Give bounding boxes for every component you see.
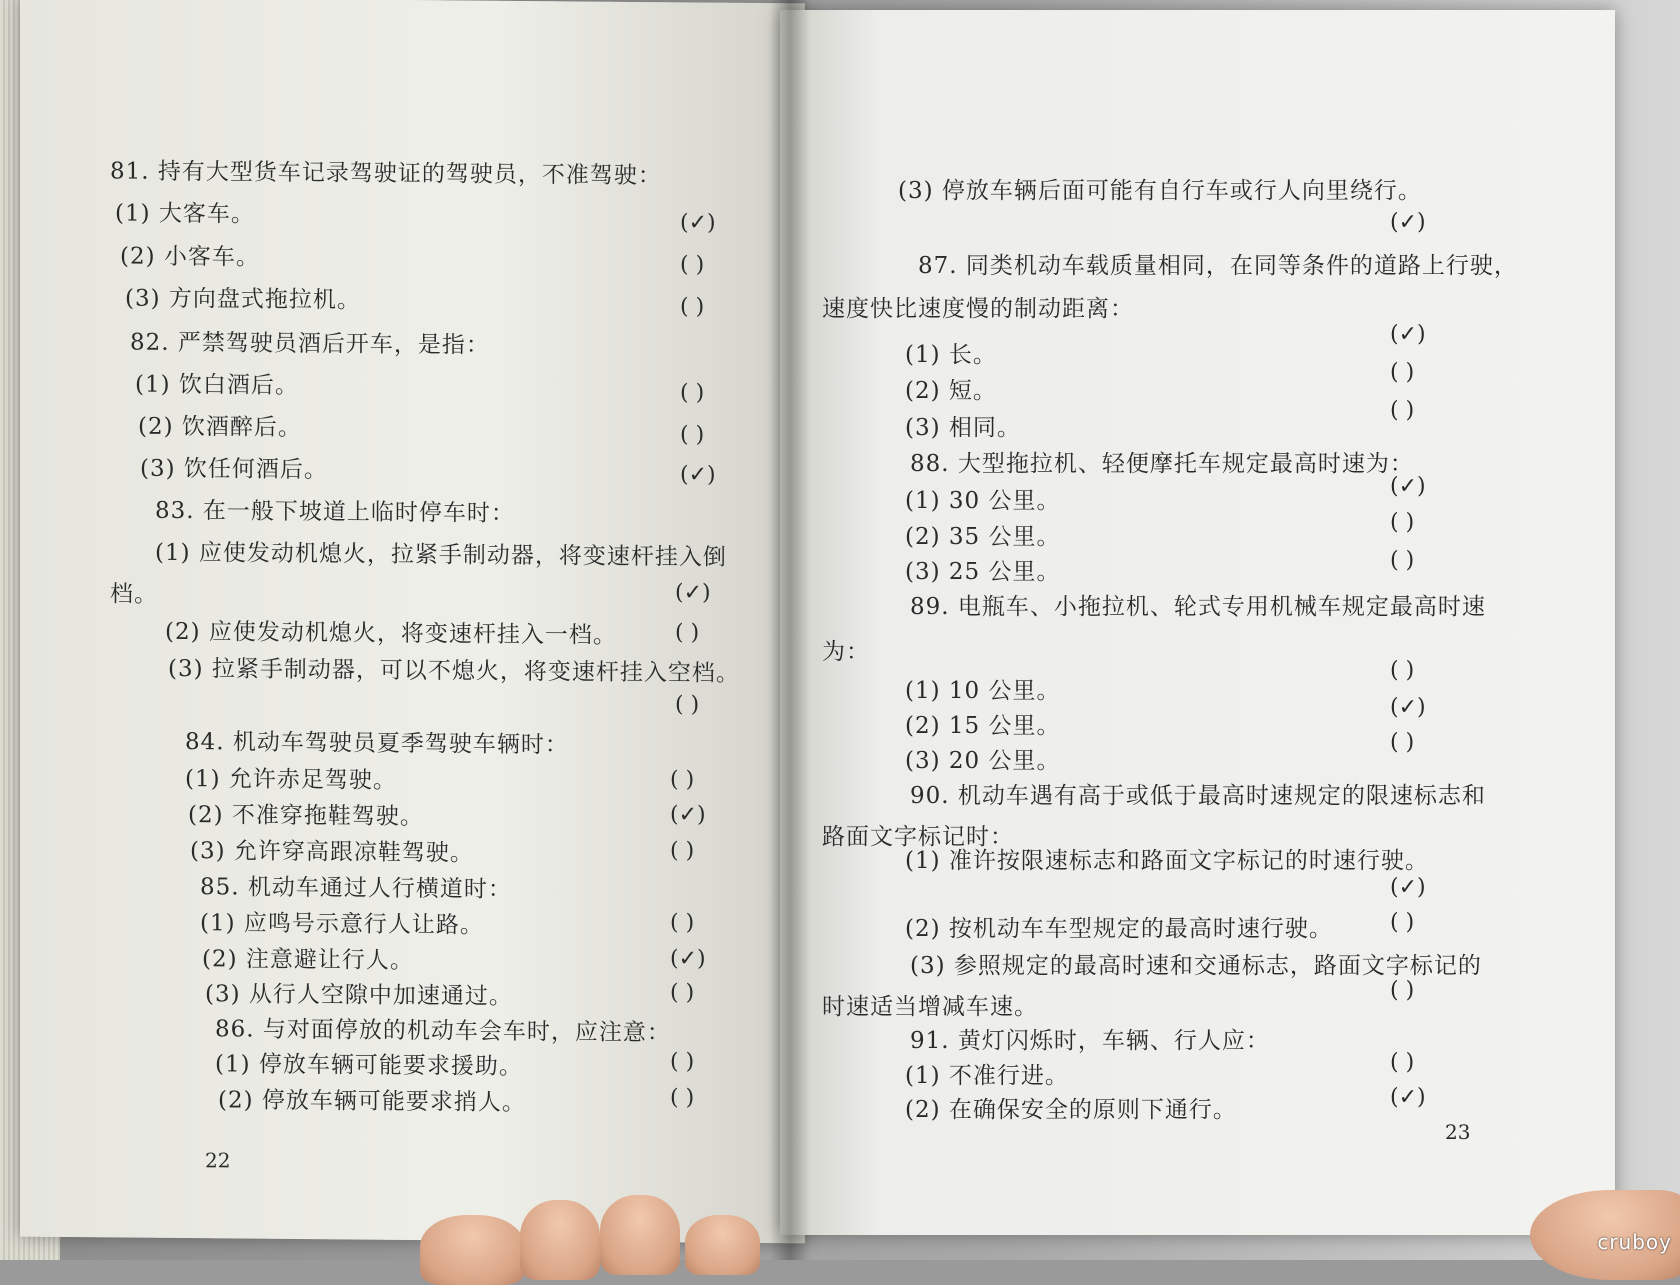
answer-81-3: ( ) bbox=[680, 294, 705, 320]
answer-82-2: ( ) bbox=[680, 422, 705, 448]
answer-86-2: ( ) bbox=[670, 1085, 695, 1111]
question-87: 87. 同类机动车载质量相同，在同等条件的道路上行驶， bbox=[918, 253, 1518, 279]
option-87-3: (3) 相同。 bbox=[905, 415, 1021, 441]
option-85-1: (1) 应鸣号示意行人让路。 bbox=[200, 910, 484, 939]
answer-89-2: (✓) bbox=[1390, 695, 1426, 720]
question-84: 84. 机动车驾驶员夏季驾驶车辆时： bbox=[185, 729, 569, 759]
option-84-1: (1) 允许赤足驾驶。 bbox=[185, 766, 397, 794]
question-87-cont: 速度快比速度慢的制动距离： bbox=[822, 296, 1134, 322]
option-84-3: (3) 允许穿高跟凉鞋驾驶。 bbox=[190, 838, 474, 867]
answer-83-2: ( ) bbox=[675, 620, 700, 646]
answer-89-1: ( ) bbox=[1390, 658, 1415, 683]
question-89: 89. 电瓶车、小拖拉机、轮式专用机械车规定最高时速 bbox=[910, 594, 1486, 620]
option-81-3: (3) 方向盘式拖拉机。 bbox=[125, 285, 361, 314]
answer-81-2: ( ) bbox=[680, 252, 705, 278]
answer-91-1: ( ) bbox=[1390, 1050, 1415, 1075]
option-82-3: (3) 饮任何酒后。 bbox=[140, 455, 328, 484]
answer-90-2: ( ) bbox=[1390, 910, 1415, 935]
answer-83-3: ( ) bbox=[675, 692, 700, 718]
finger bbox=[420, 1215, 525, 1285]
answer-90-1: (✓) bbox=[1390, 875, 1426, 900]
question-85: 85. 机动车通过人行横道时： bbox=[200, 874, 512, 903]
question-89-cont: 为： bbox=[822, 639, 870, 665]
left-page bbox=[20, 0, 805, 1243]
finger bbox=[520, 1200, 600, 1280]
option-83-2: (2) 应使发动机熄火，将变速杆挂入一档。 bbox=[165, 618, 617, 649]
question-90-cont: 路面文字标记时： bbox=[822, 824, 1014, 850]
book-gutter-shadow bbox=[770, 0, 810, 1260]
option-81-2: (2) 小客车。 bbox=[120, 243, 260, 271]
answer-86-1: ( ) bbox=[670, 1049, 695, 1075]
option-90-1: (1) 准许按限速标志和路面文字标记的时速行驶。 bbox=[905, 848, 1429, 874]
option-89-1: (1) 10 公里。 bbox=[905, 678, 1061, 704]
option-83-3: (3) 拉紧手制动器，可以不熄火，将变速杆挂入空档。 bbox=[168, 655, 740, 687]
answer-82-3: (✓) bbox=[680, 462, 716, 488]
question-82: 82. 严禁驾驶员酒后开车，是指： bbox=[130, 329, 490, 359]
right-page bbox=[780, 10, 1615, 1235]
option-81-1: (1) 大客车。 bbox=[115, 200, 255, 228]
answer-87-3: ( ) bbox=[1390, 398, 1415, 423]
option-88-1: (1) 30 公里。 bbox=[905, 488, 1061, 514]
answer-84-1: ( ) bbox=[670, 767, 695, 793]
option-86-3: (3) 停放车辆后面可能有自行车或行人向里绕行。 bbox=[898, 178, 1422, 204]
answer-84-2: (✓) bbox=[670, 802, 706, 828]
option-90-2: (2) 按机动车车型规定的最高时速行驶。 bbox=[905, 916, 1333, 942]
question-91: 91. 黄灯闪烁时，车辆、行人应： bbox=[910, 1028, 1270, 1054]
option-88-2: (2) 35 公里。 bbox=[905, 524, 1061, 550]
answer-84-3: ( ) bbox=[670, 838, 695, 864]
answer-85-1: ( ) bbox=[670, 910, 695, 936]
option-82-1: (1) 饮白酒后。 bbox=[135, 371, 299, 400]
option-89-3: (3) 20 公里。 bbox=[905, 748, 1061, 774]
option-88-3: (3) 25 公里。 bbox=[905, 559, 1061, 585]
option-87-1: (1) 长。 bbox=[905, 342, 997, 368]
answer-91-2: (✓) bbox=[1390, 1085, 1426, 1110]
option-84-2: (2) 不准穿拖鞋驾驶。 bbox=[188, 802, 424, 831]
option-90-3-cont: 时速适当增减车速。 bbox=[822, 994, 1038, 1020]
option-85-3: (3) 从行人空隙中加速通过。 bbox=[205, 981, 513, 1010]
watermark: cruboy bbox=[1597, 1230, 1672, 1254]
option-86-1: (1) 停放车辆可能要求援助。 bbox=[215, 1051, 523, 1080]
option-83-1: (1) 应使发动机熄火，拉紧手制动器，将变速杆挂入倒 bbox=[155, 539, 727, 571]
option-86-2: (2) 停放车辆可能要求捎人。 bbox=[218, 1087, 526, 1116]
page-number-left: 22 bbox=[205, 1148, 231, 1173]
answer-88-3: ( ) bbox=[1390, 548, 1415, 573]
question-81: 81. 持有大型货车记录驾驶证的驾驶员，不准驾驶： bbox=[110, 158, 662, 190]
answer-86-3: (✓) bbox=[1390, 210, 1426, 235]
answer-82-1: ( ) bbox=[680, 380, 705, 406]
answer-88-1: (✓) bbox=[1390, 474, 1426, 499]
answer-87-1: (✓) bbox=[1390, 322, 1426, 347]
answer-85-3: ( ) bbox=[670, 980, 695, 1006]
option-91-2: (2) 在确保安全的原则下通行。 bbox=[905, 1097, 1237, 1123]
option-89-2: (2) 15 公里。 bbox=[905, 713, 1061, 739]
answer-83-1: (✓) bbox=[675, 580, 711, 606]
question-83: 83. 在一般下坡道上临时停车时： bbox=[155, 497, 515, 527]
option-82-2: (2) 饮酒醉后。 bbox=[138, 413, 302, 442]
answer-90-3: ( ) bbox=[1390, 978, 1415, 1003]
option-90-3: (3) 参照规定的最高时速和交通标志，路面文字标记的 bbox=[910, 953, 1482, 979]
option-87-2: (2) 短。 bbox=[905, 378, 997, 404]
answer-81-1: (✓) bbox=[680, 210, 716, 236]
option-83-1-cont: 档。 bbox=[110, 581, 158, 608]
question-88: 88. 大型拖拉机、轻便摩托车规定最高时速为： bbox=[910, 451, 1414, 477]
answer-89-3: ( ) bbox=[1390, 730, 1415, 755]
option-91-1: (1) 不准行进。 bbox=[905, 1063, 1069, 1089]
page-number-right: 23 bbox=[1445, 1120, 1471, 1144]
option-85-2: (2) 注意避让行人。 bbox=[202, 946, 414, 975]
answer-88-2: ( ) bbox=[1390, 510, 1415, 535]
question-90: 90. 机动车遇有高于或低于最高时速规定的限速标志和 bbox=[910, 783, 1486, 809]
question-86: 86. 与对面停放的机动车会车时，应注意： bbox=[215, 1016, 671, 1047]
finger bbox=[685, 1215, 760, 1275]
finger bbox=[600, 1195, 680, 1275]
answer-87-2: ( ) bbox=[1390, 360, 1415, 385]
answer-85-2: (✓) bbox=[670, 946, 706, 972]
